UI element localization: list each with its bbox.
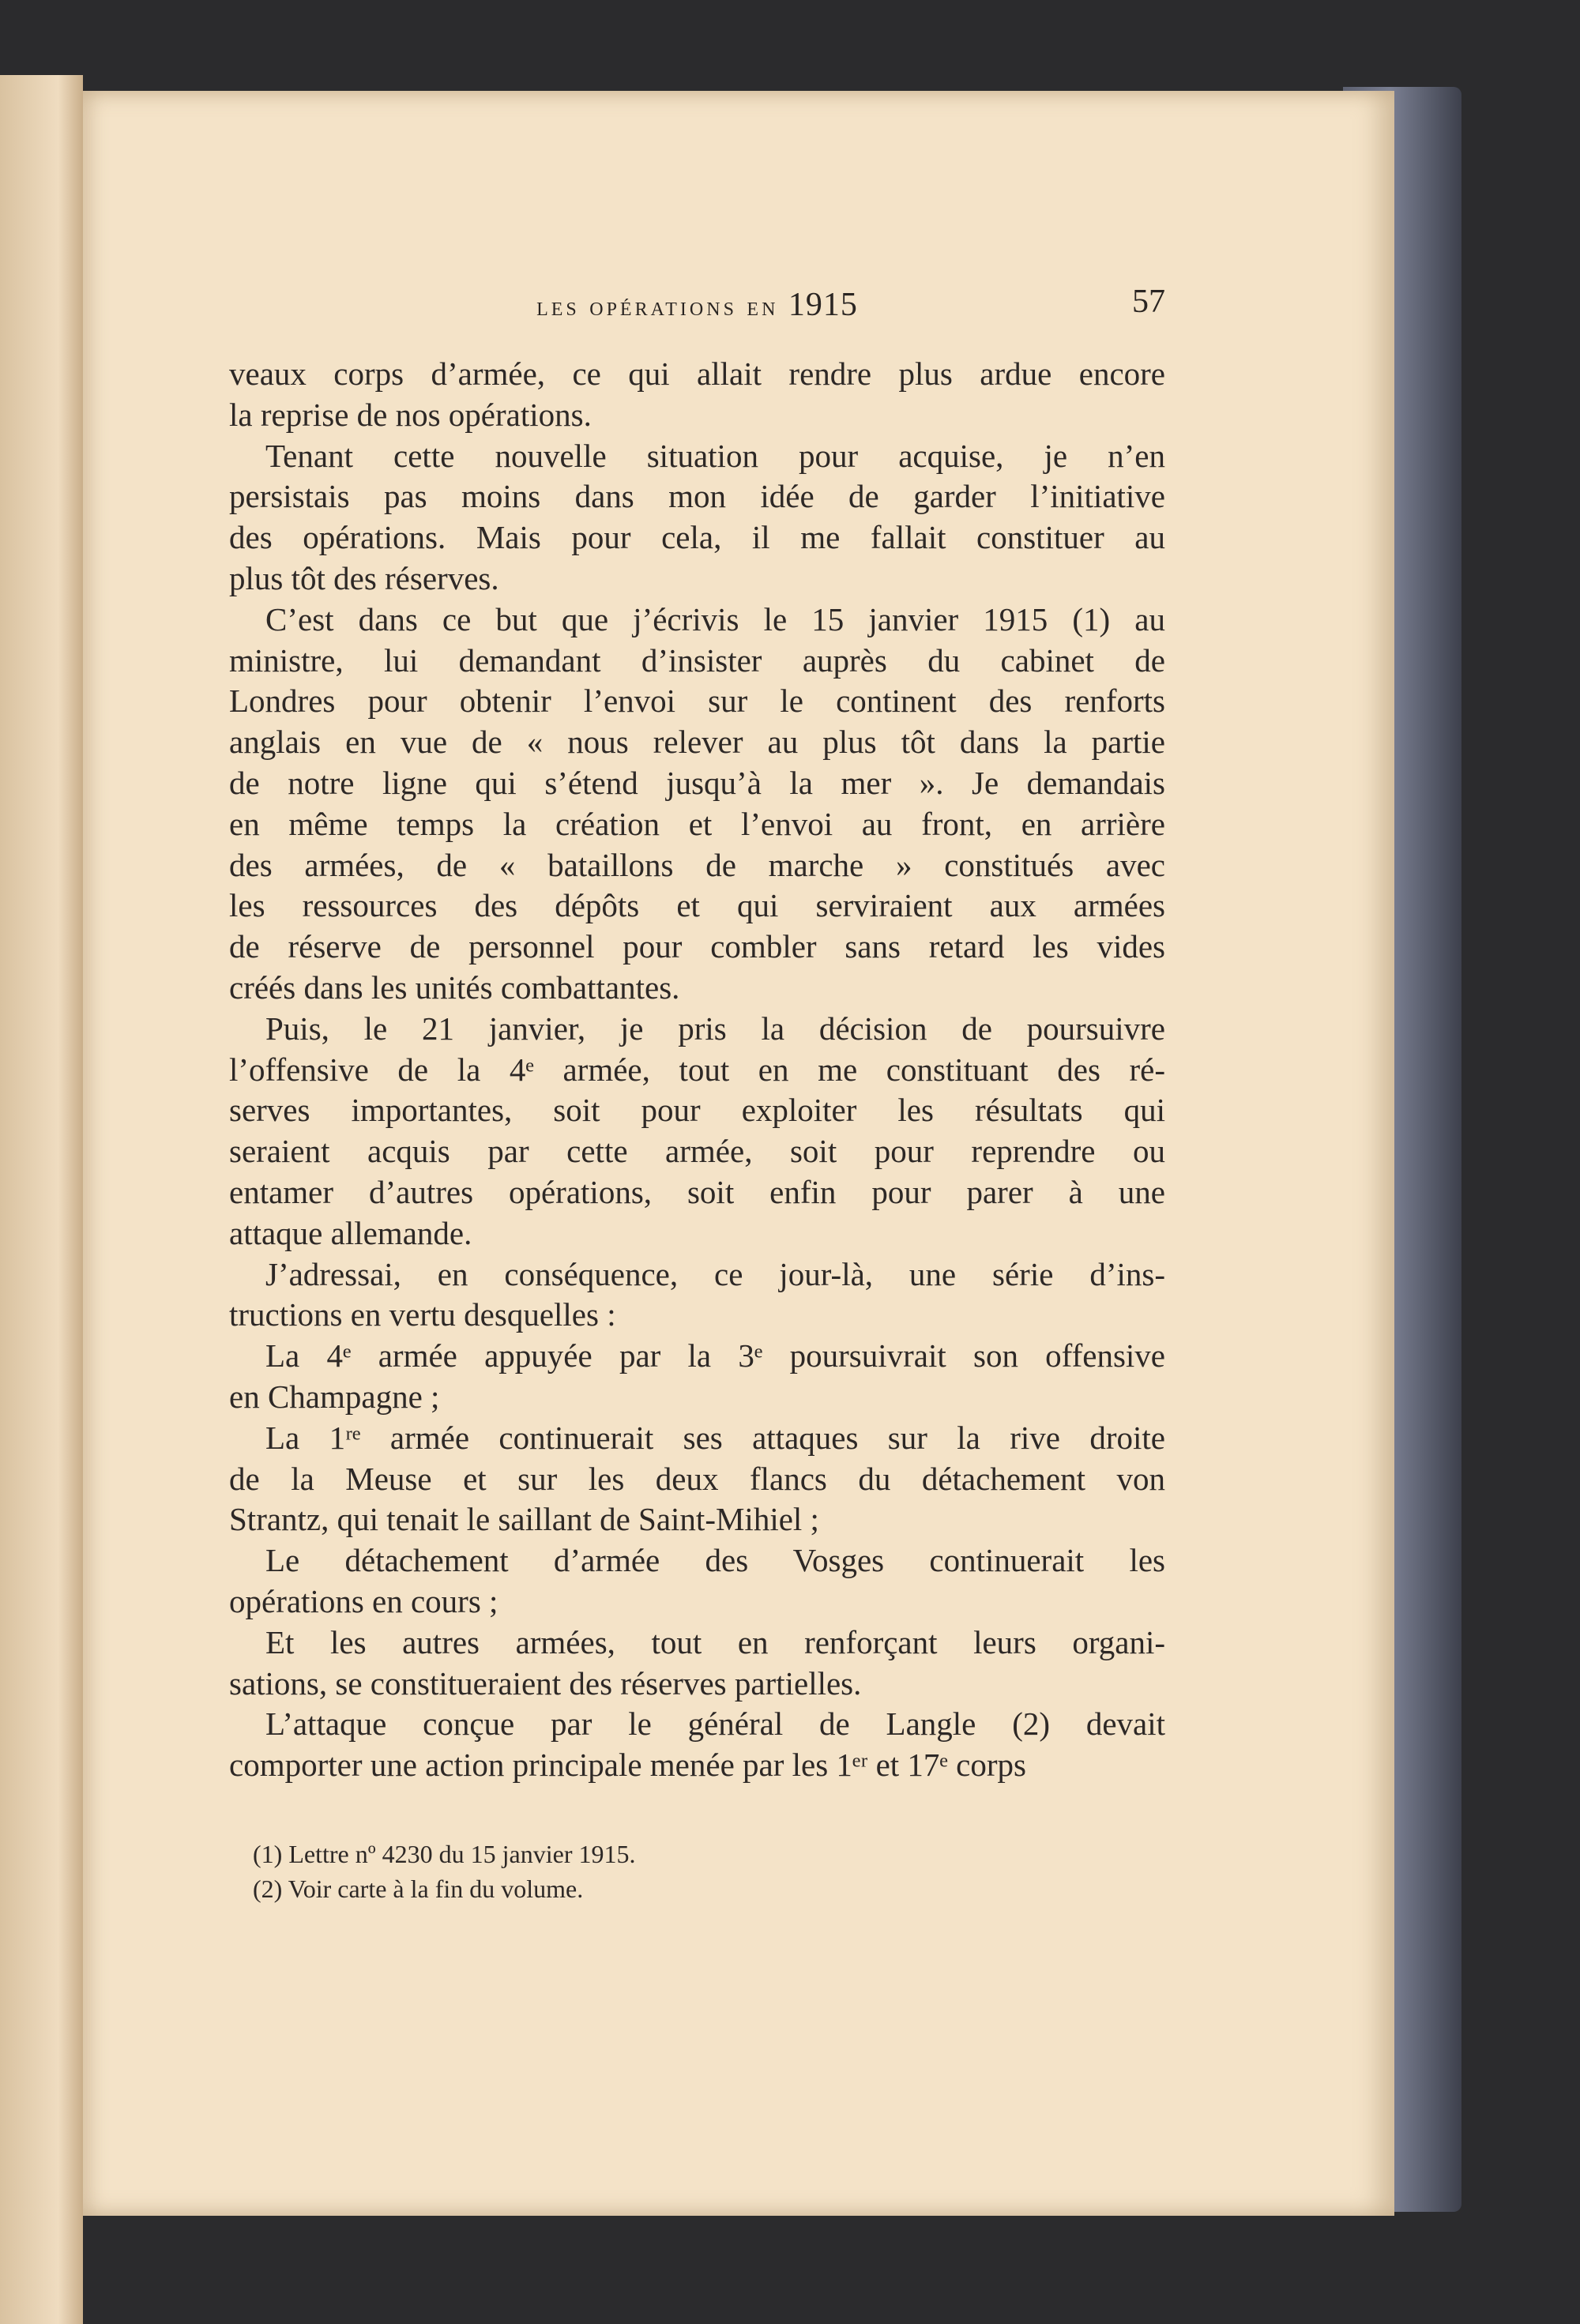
text-line: de la Meuse et sur les deux flancs du détachement von	[229, 1460, 1165, 1497]
text-line: sations, se constitueraient des réserves partielles.	[229, 1664, 862, 1702]
text-line: Tenant cette nouvelle situation pour acquise, je n’en	[265, 437, 1165, 474]
page-header	[229, 286, 1165, 325]
text-line: la reprise de nos opérations.	[229, 396, 592, 433]
footnote: (1) Lettre nº 4230 du 15 janvier 1915.	[253, 1840, 636, 1868]
text-line: Londres pour obtenir l’envoi sur le continent des renforts	[229, 683, 1165, 720]
footnote: (2) Voir carte à la fin du volume.	[253, 1875, 584, 1903]
text-line: veaux corps d’armée, ce qui allait rendre plus ardue encore	[229, 355, 1165, 392]
text-line: J’adressai, en conséquence, ce jour-là, une série d’ins-	[265, 1255, 1165, 1292]
text-line: anglais en vue de « nous relever au plus tôt dans la partie	[229, 724, 1165, 761]
body-text	[229, 354, 1165, 1786]
running-title-text: les opérations en	[536, 292, 779, 322]
text-line: persistais pas moins dans mon idée de garder l’initiative	[229, 478, 1165, 515]
text-line: plus tôt des réserves.	[229, 559, 499, 596]
left-page-edge	[0, 75, 83, 2324]
text-line: La 1ʳᵉ armée continuerait ses attaques sur la rive droite	[265, 1419, 1165, 1456]
text-line: entamer d’autres opérations, soit enfin pour parer à une	[229, 1173, 1165, 1210]
text-line: ministre, lui demandant d’insister auprès du cabinet de	[229, 641, 1165, 679]
text-line: attaque allemande.	[229, 1214, 472, 1251]
text-line: des opérations. Mais pour cela, il me fallait constituer au	[229, 519, 1165, 556]
text-line: opérations en cours ;	[229, 1582, 498, 1619]
text-line: en même temps la création et l’envoi au front, en arrière	[229, 805, 1165, 842]
text-line: serves importantes, soit pour exploiter les résultats qui	[229, 1092, 1165, 1129]
text-line: les ressources des dépôts et qui serviraient aux armées	[229, 887, 1165, 924]
text-line: de réserve de personnel pour combler sans retard les vides	[229, 928, 1165, 965]
text-line: de notre ligne qui s’étend jusqu’à la mer ». Je demandais	[229, 764, 1165, 801]
text-line: seraient acquis par cette armée, soit pour reprendre ou	[229, 1133, 1165, 1170]
footnotes	[253, 1837, 635, 1906]
text-line: Et les autres armées, tout en renforçant leurs organi-	[265, 1623, 1165, 1660]
page-number: 57	[1132, 284, 1165, 320]
text-line: comporter une action principale menée par les 1ᵉʳ et 17ᵉ corps	[229, 1747, 1026, 1784]
text-line: l’offensive de la 4ᵉ armée, tout en me constituant des ré-	[229, 1051, 1165, 1088]
text-line: C’est dans ce but que j’écrivis le 15 janvier 1915 (1) au	[265, 600, 1165, 637]
text-line: L’attaque conçue par le général de Langle (2) devait	[265, 1705, 1165, 1743]
text-line: Strantz, qui tenait le saillant de Saint-Mihiel ;	[229, 1501, 819, 1538]
text-line: La 4ᵉ armée appuyée par la 3ᵉ poursuivrait son offensive	[265, 1337, 1165, 1374]
text-line: des armées, de « bataillons de marche » constitués avec	[229, 846, 1165, 883]
text-line: tructions en vertu desquelles :	[229, 1296, 616, 1333]
text-line: Puis, le 21 janvier, je pris la décision de poursuivre	[265, 1010, 1165, 1047]
text-line: créés dans les unités combattantes.	[229, 968, 680, 1006]
running-title-year: 1915	[788, 287, 858, 323]
text-line: en Champagne ;	[229, 1378, 440, 1415]
text-line: Le détachement d’armée des Vosges continuerait les	[265, 1542, 1165, 1579]
running-title	[229, 286, 1165, 324]
